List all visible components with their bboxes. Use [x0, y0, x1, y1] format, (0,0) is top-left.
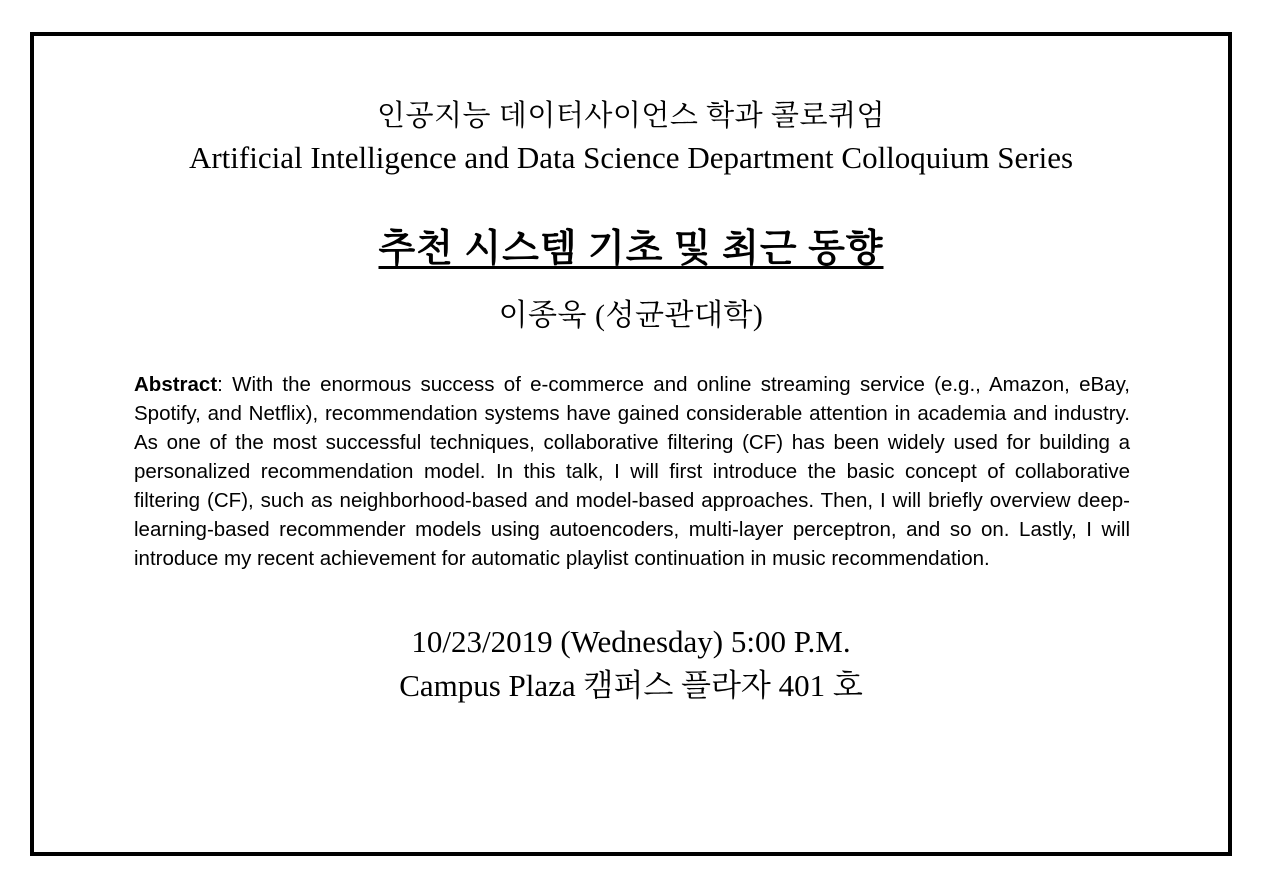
talk-title [94, 217, 1168, 272]
series-title-korean: 인공지능 데이터사이언스 학과 콜로퀴엄 [377, 100, 885, 132]
talk-title-text: 추천 시스템 기초 및 최근 동향 [378, 227, 884, 270]
abstract-paragraph [94, 370, 1168, 574]
poster-header [94, 36, 1168, 179]
abstract-label: Abstract [134, 372, 218, 396]
poster-content [34, 36, 1228, 852]
speaker-name: 이종욱 (성균관대학) [498, 298, 764, 332]
abstract-body: With the enormous success of e-commerce and online streaming service (e.g., Amazon, eBay, Spotify, and Netflix), recommendation systems have gained considerable attention in academia and industry. As one of the most successful techniques, collaborative filtering (CF) has been widely used for building a personalized recommendation model. In this talk, I will first introduce the basic concept of collaborative filtering (CF), such as neighborhood-based and model-based approaches. Then, I will briefly overview deep-learning-based recommender models using autoencoders, multi-layer perceptron, and so on. Lastly, I will introduce my recent achievement for automatic playlist continuation in music recommendation. [134, 372, 1130, 571]
abstract-separator: : [217, 372, 233, 396]
poster-footer [94, 621, 1168, 707]
event-datetime: 10/23/2019 (Wednesday) 5:00 P.M. [411, 624, 851, 660]
poster-frame [30, 32, 1232, 856]
series-title-english: Artificial Intelligence and Data Science Department Colloquium Series [188, 140, 1074, 176]
event-venue: Campus Plaza 캠퍼스 플라자 401 호 [399, 668, 863, 704]
